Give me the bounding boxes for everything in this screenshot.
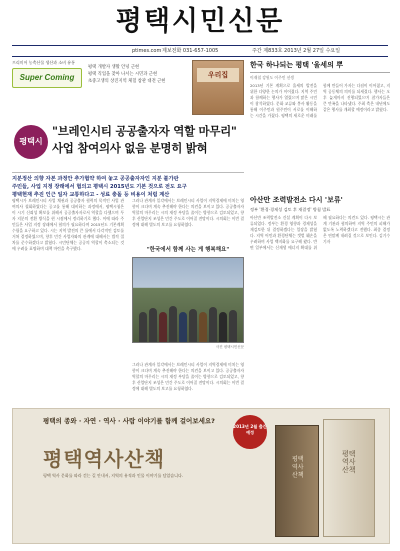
phone-info: 제보전화 031-657-1005: [162, 48, 219, 54]
notice-line: 평택 개발자 생활 안녕 근현: [88, 65, 140, 70]
notice-image-label: 우리집: [197, 68, 239, 82]
article-column-b2: 그러나 관계자 일각에서는 브레인시티 사업이 지역경제에 미치는 영향이 크다며 계속 추진해야 한다는 의견을 보이고 있다. 공공출자자 역할의 마무리는 시의 재정 부담을 줄이는 방향으로 검토되었고, 향후 산업단지 조성은 민간 주도로 이어질 전망이다. 시의회는 이번 결정에 대해 별도의 보고를 요청하였다.: [132, 362, 244, 391]
book-ad-title: 평택역사산책: [43, 447, 165, 471]
article-column-a: 평택시가 브레인시티 사업 채권과 공공출자 협력의 목적인 사업 관여의사 철회하였다는 공고를 통해 대비하는 과정에서, 평택시청은 이 시기 신뢰성 확보를 위해서 공공출자자로서 역할을 다했으며 투자 지분의 전환 방식을 현 시점에서 정리하기로 했다. 이에 따라 주민들은 사업 지정 장래에서 협의가 필요하다며 2015년도 기본계획 수립을 요구하고 있다. 시는 지역 발전의 큰 틀에서 다각적인 검토를 거쳐 결정하였으며, 향후 민간 사업자와의 관계에 대해서는 법적 절차를 준수하겠다고 밝혔다. 시민단체는 공공의 역할이 축소되는 것에 우려를 표명하며 대책 마련을 촉구했다.: [12, 198, 124, 251]
lead-subhead: [12, 172, 244, 199]
right-article-2-sub: 정부 '환경·경제성 검토 후 재결정' 방침 발표: [250, 207, 331, 212]
issue-info: 주간 제833호 2013년 2월 27일 수요일: [252, 48, 341, 54]
info-bar: [12, 45, 388, 57]
subhead-line: 주민들, 사업 지정 장래에서 협의고 평택시 2015년도 기본 것으로 전도 요구: [12, 184, 187, 190]
top-ad-area: [12, 60, 244, 115]
right-article-2[interactable]: [250, 195, 390, 400]
lead-title-line2: 사업 참여의사 없음 분명히 밝혀: [52, 141, 208, 155]
site-url[interactable]: ptimes.com: [132, 48, 162, 54]
subhead-line: 지분정산 의향 자본 과정안 추가협약 하여 놓고 공공출자자인 지분 불가판: [12, 176, 179, 182]
photo-caption: "한국에서 함께 사는 게 행복해요": [146, 247, 230, 253]
book-ad-headline: 평택의 종와 · 자연 · 역사 · 사람 이야기를 함께 걸어보세요?: [43, 417, 215, 425]
masthead: [0, 0, 400, 44]
book-ad[interactable]: [12, 408, 390, 544]
release-badge: 2013년 2월 출간예정: [233, 415, 267, 449]
photo-block: [132, 245, 244, 355]
subhead-line: 평택현재 추진 인근 일자 교통하다고 - 성료 충돌 등 비용이 처럼 계산: [12, 192, 170, 198]
group-photo: [132, 257, 244, 343]
notice-image: [192, 60, 244, 115]
lead-title-line1: "브레인시티 공공출자자 역할 마무리": [52, 124, 237, 138]
book-cover-light: [323, 419, 375, 537]
right-article-1-title: 한국 하나되는 평택 '울세의 뿌: [250, 60, 390, 73]
notice-box: [88, 64, 188, 85]
book-cover-dark: [275, 425, 319, 537]
right-article-1-body: 2013년 기본 계획으로 울세의 발전을 위한 다양한 논의가 이어졌다. 지역 주민과 함께하는 행사가 열렸으며 많은 시민이 참석하였다. 문화 교류와 봉사 활동을 통해 이주민과 원주민이 서로를 이해하는 시간을 가졌다. 평택의 새로운 미래를 함께 만들어 가자는 다짐이 이어졌고, 지역 공동체의 의미를 되새겼다. 행사는 오후 늦게까지 진행되었으며 참가자들은 큰 만족을 나타냈다. 주최 측은 내년에도 같은 행사를 개최할 예정이라고 밝혔다.: [250, 83, 390, 118]
article-column-b: 그러나 관계자 일각에서는 브레인시티 사업이 지역경제에 미치는 영향이 크다며 계속 추진해야 한다는 의견을 보이고 있다. 공공출자자 역할의 마무리는 시의 재정 부담을 줄이는 방향으로 검토되었고, 향후 산업단지 조성은 민간 주도로 이어질 전망이다. 시의회는 이번 결정에 대해 별도의 보고를 요청하였다.: [132, 198, 244, 227]
photo-credit: 사진 평택시민신문: [215, 345, 244, 349]
notice-line: 평택 직업을 찾아 나서는 시민과 근현: [88, 72, 158, 77]
city-badge: 평택시: [14, 125, 48, 159]
book-cover-light-title: 평택 역사 산책: [342, 450, 356, 474]
right-article-2-title: 아산만 조력발전소 다시 '보류': [250, 196, 343, 204]
notice-line: 초중고생의 상진지역 체험 참관 대전 근현: [88, 79, 166, 84]
ad-caption: 프리미어 농축산물 생산과 소비 유통: [12, 60, 76, 65]
book-ad-description: 평택 역사 문화를 따라 걷는 길 안내서, 지역의 유적과 인물 이야기를 담았습니다.: [43, 473, 184, 478]
right-article-1[interactable]: [250, 60, 390, 213]
newspaper-title: 평택시민신문: [115, 6, 285, 37]
right-article-1-byline: 이재철 강원도 이주민 선생: [250, 75, 294, 80]
super-coming-ad[interactable]: [12, 60, 82, 115]
right-article-2-body: 아산만 조력발전소 건설 계획이 다시 보류되었다. 정부는 환경 영향과 경제성을 재검토한 뒤 결정하겠다는 입장을 밝혔다. 지역 어민과 환경단체는 갯벌 훼손을 우려하며 사업 백지화를 요구해 왔다. 반면 일부에서는 신재생 에너지 확대를 위해 필요하다는 의견도 있다. 평택시는 관계 기관과 협의하여 지역 주민의 피해가 없도록 노력하겠다고 전했다. 최종 결정은 연말께 내려질 것으로 보인다. 김기수 기자: [250, 215, 390, 250]
super-coming-logo: Super Coming: [12, 68, 82, 88]
book-cover-dark-title: 평택 역사 산책: [292, 456, 304, 479]
lead-headline[interactable]: [12, 119, 244, 171]
